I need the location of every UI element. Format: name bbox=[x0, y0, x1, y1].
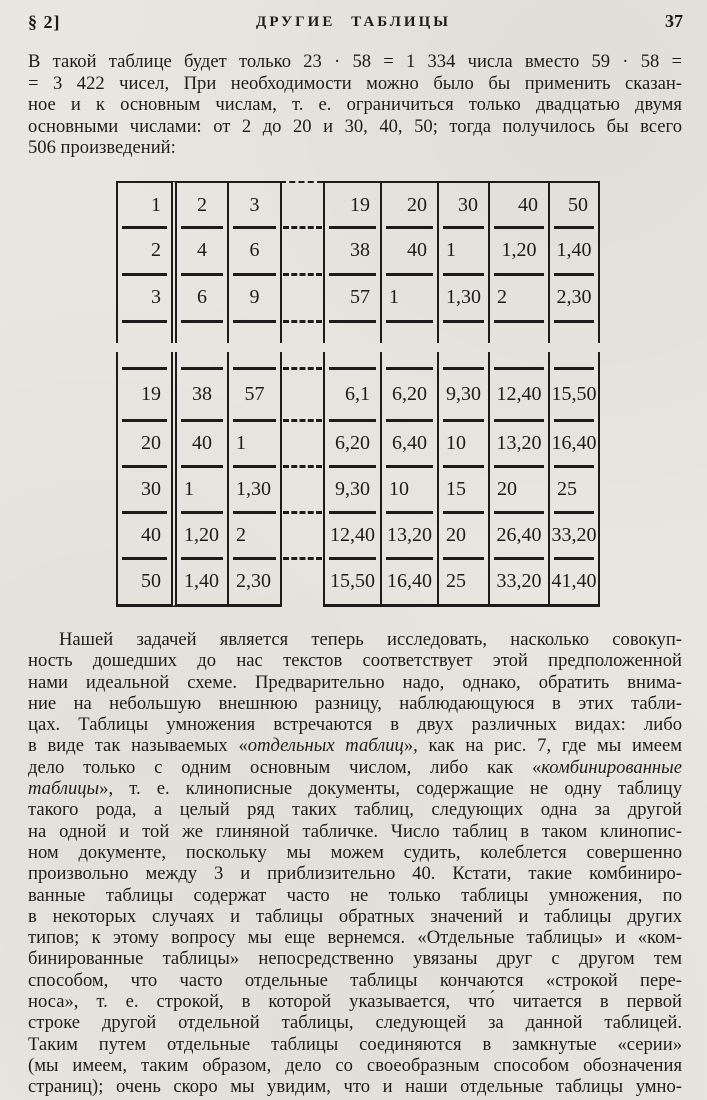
cell-value: 2,30 bbox=[556, 286, 592, 308]
cell-value: 1,30 bbox=[236, 477, 271, 500]
cell-value: 33,20 bbox=[496, 569, 542, 592]
text-segment: ванные таблицы содержат часто не только таблицы умножения, по bbox=[28, 884, 682, 906]
text-segment: ное и к основным числам, т. е. ограничиться только двадцатью двумя bbox=[28, 94, 682, 116]
text-line bbox=[28, 693, 682, 714]
cell-value: 2 bbox=[236, 523, 246, 546]
table-cell bbox=[380, 420, 437, 466]
text-line bbox=[28, 863, 682, 884]
table-cell bbox=[488, 227, 548, 274]
table-gap-cell bbox=[280, 368, 323, 420]
table-cell bbox=[488, 558, 548, 607]
table-cell bbox=[488, 274, 548, 321]
cell-value: 15 bbox=[446, 477, 466, 500]
text-line bbox=[28, 906, 682, 927]
table-cell bbox=[116, 227, 171, 274]
text-line bbox=[28, 1012, 682, 1033]
cell-value: 6,40 bbox=[392, 431, 427, 454]
multiplication-table-top bbox=[116, 181, 600, 343]
cell-value: 1 bbox=[184, 477, 194, 500]
cell-value: 9 bbox=[249, 286, 260, 308]
table-cell bbox=[171, 466, 227, 512]
cell-value: 38 bbox=[350, 239, 370, 261]
table-cell bbox=[323, 352, 380, 368]
text-line bbox=[28, 927, 682, 948]
page-number: 37 bbox=[665, 11, 683, 31]
table-cell bbox=[437, 420, 488, 466]
cell-value: 15,50 bbox=[330, 569, 375, 592]
table-cell bbox=[227, 321, 280, 343]
cell-value: 38 bbox=[192, 382, 212, 405]
section-marker: § 2] bbox=[28, 12, 61, 32]
cell-value: 40 bbox=[192, 431, 212, 454]
text-segment: нами идеальной схеме. Предварительно надо, однако, обратить внима- bbox=[28, 671, 682, 693]
cell-value: 6,20 bbox=[392, 382, 427, 405]
table-cell bbox=[116, 321, 171, 343]
cell-value: 6 bbox=[197, 286, 207, 308]
table-cell bbox=[323, 558, 380, 607]
emphasis-text: комбинированные bbox=[541, 756, 682, 778]
text-segment: дело только с одним основным числом, либо как « bbox=[28, 756, 542, 778]
table-cell bbox=[116, 274, 171, 321]
table-gap-cell bbox=[280, 227, 323, 274]
cell-value: 41,40 bbox=[551, 569, 597, 592]
text-line bbox=[28, 94, 682, 116]
cell-value: 30 bbox=[141, 477, 161, 500]
table-cell bbox=[171, 420, 227, 466]
table-gap-cell bbox=[280, 321, 323, 343]
text-line bbox=[28, 116, 682, 138]
cell-value: 12,40 bbox=[496, 382, 542, 405]
cell-value: 1,30 bbox=[446, 286, 481, 308]
text-line bbox=[28, 629, 682, 650]
table-cell bbox=[380, 466, 437, 512]
text-line bbox=[28, 799, 682, 820]
table-cell bbox=[227, 512, 280, 558]
cell-value: 12,40 bbox=[330, 523, 375, 546]
cell-value: 3 bbox=[249, 193, 260, 216]
table-cell bbox=[323, 466, 380, 512]
cell-value: 1,20 bbox=[184, 523, 219, 546]
table-cell bbox=[171, 181, 227, 227]
table-cell bbox=[548, 181, 600, 227]
cell-value: 16,40 bbox=[551, 431, 597, 454]
text-segment: ном документе, поскольку мы можем судить, колеблется совершенно bbox=[28, 841, 682, 863]
table-gap-cell bbox=[280, 420, 323, 466]
text-line bbox=[28, 778, 682, 799]
text-line bbox=[28, 991, 682, 1012]
table-cell bbox=[548, 274, 600, 321]
text-segment: страниц); очень скоро мы увидим, что и наши отдельные таблицы умно- bbox=[28, 1076, 682, 1098]
text-segment: Таким путем отдельные таблицы соединяются в замкнутые «серии» bbox=[28, 1033, 682, 1055]
text-segment: на одной и той же глиняной табличке. Число таблиц в таком клинопис- bbox=[28, 820, 682, 842]
text-line bbox=[28, 1055, 682, 1076]
table-cell bbox=[488, 352, 548, 368]
table-cell bbox=[437, 321, 488, 343]
table-cell bbox=[323, 181, 380, 227]
table-cell bbox=[488, 321, 548, 343]
cell-value: 57 bbox=[350, 286, 370, 308]
cell-value: 1,40 bbox=[556, 239, 592, 261]
cell-value: 40 bbox=[407, 239, 427, 261]
text-segment: в виде так называемых « bbox=[28, 735, 248, 757]
cell-value: 2 bbox=[497, 286, 507, 308]
cell-value: 1 bbox=[236, 431, 246, 454]
table-cell bbox=[437, 352, 488, 368]
table-cell bbox=[437, 512, 488, 558]
table-cell bbox=[548, 321, 600, 343]
text-line bbox=[28, 885, 682, 906]
cell-value: 16,40 bbox=[387, 569, 432, 592]
table-cell bbox=[227, 227, 280, 274]
table-cell bbox=[380, 558, 437, 607]
emphasis-text: таблицы bbox=[28, 778, 100, 800]
table-cell bbox=[116, 466, 171, 512]
multiplication-table-bottom bbox=[116, 352, 600, 607]
table-cell bbox=[116, 352, 171, 368]
table-cell bbox=[227, 558, 280, 607]
cell-value: 1 bbox=[389, 286, 399, 308]
text-segment: (мы имеем, таким образом, дело со своеобразным способом обозначения bbox=[28, 1054, 682, 1076]
cell-value: 40 bbox=[141, 523, 161, 546]
table-cell bbox=[548, 512, 600, 558]
table-cell bbox=[116, 181, 171, 227]
text-segment: типов; к этому вопросу мы еще вернемся. «Отдельные таблицы» и «ком- bbox=[28, 927, 682, 949]
text-segment: Нашей задачей является теперь исследовать, насколько совокуп- bbox=[59, 629, 682, 650]
cell-value: 26,40 bbox=[496, 523, 542, 546]
table-cell bbox=[380, 227, 437, 274]
table-cell bbox=[323, 227, 380, 274]
cell-value: 6,20 bbox=[335, 431, 370, 454]
cell-value: 50 bbox=[141, 569, 161, 592]
cell-value: 50 bbox=[568, 193, 588, 216]
body-paragraph bbox=[28, 629, 682, 1098]
text-segment: основными числами: от 2 до 20 и 30, 40, 50; тогда получилось бы всего bbox=[28, 115, 682, 137]
cell-value: 1,40 bbox=[184, 569, 219, 592]
table-gap-cell bbox=[280, 466, 323, 512]
cell-value: 1 bbox=[151, 193, 161, 216]
table-cell bbox=[323, 420, 380, 466]
text-segment: = 3 422 чисел, При необходимости можно было бы применить сказан- bbox=[28, 72, 682, 94]
table-cell bbox=[323, 321, 380, 343]
table-cell bbox=[323, 274, 380, 321]
text-segment: в некоторых случаях и таблицы обратных значений и таблицы других bbox=[28, 905, 682, 927]
table-gap-cell bbox=[280, 274, 323, 321]
table-cell bbox=[171, 227, 227, 274]
text-line bbox=[28, 757, 682, 778]
text-segment: строке другой отдельной таблицы, следующей за данной таблицей. bbox=[28, 1012, 682, 1034]
emphasis-text: отдельных таблиц bbox=[247, 735, 404, 757]
cell-value: 1,20 bbox=[501, 239, 537, 261]
table-gap-cell bbox=[280, 181, 323, 227]
intro-paragraph bbox=[28, 51, 682, 159]
cell-value: 10 bbox=[446, 431, 466, 454]
cell-value: 1 bbox=[446, 239, 456, 261]
table-cell bbox=[323, 512, 380, 558]
text-segment: такого рода, а целый ряд таких таблиц, следующих одна за другой bbox=[28, 799, 682, 821]
table-gap-cell bbox=[280, 512, 323, 558]
table-cell bbox=[380, 352, 437, 368]
table-cell bbox=[548, 558, 600, 607]
table-cell bbox=[171, 512, 227, 558]
table-cell bbox=[116, 512, 171, 558]
table-cell bbox=[437, 558, 488, 607]
table-cell bbox=[227, 420, 280, 466]
cell-value: 2,30 bbox=[236, 569, 271, 592]
cell-value: 20 bbox=[497, 477, 517, 500]
cell-value: 3 bbox=[151, 286, 161, 308]
text-segment: », как на рис. 7, где мы имеем bbox=[403, 735, 683, 757]
table-cell bbox=[488, 181, 548, 227]
cell-value: 40 bbox=[518, 193, 538, 216]
table-cell bbox=[548, 368, 600, 420]
text-line bbox=[28, 137, 682, 159]
cell-value: 9,30 bbox=[335, 477, 370, 500]
text-line bbox=[28, 714, 682, 735]
page-title: ДРУГИЕ ТАБЛИЦЫ bbox=[256, 14, 451, 30]
cell-value: 57 bbox=[244, 382, 265, 405]
cell-value: 25 bbox=[557, 477, 577, 500]
table-cell bbox=[227, 352, 280, 368]
text-segment: произвольно между 3 и приблизительно 40. Кстати, такие комбиниро- bbox=[28, 863, 682, 885]
text-line bbox=[28, 970, 682, 991]
table-cell bbox=[323, 368, 380, 420]
table-cell bbox=[171, 368, 227, 420]
cell-value: 9,30 bbox=[446, 382, 481, 405]
table-cell bbox=[488, 512, 548, 558]
table-cell bbox=[380, 274, 437, 321]
cell-value: 33,20 bbox=[551, 523, 597, 546]
table-cell bbox=[171, 321, 227, 343]
table-cell bbox=[437, 368, 488, 420]
table-cell bbox=[548, 466, 600, 512]
table-cell bbox=[548, 420, 600, 466]
text-segment: бинированные таблицы» непосредственно увязаны друг с другом тем bbox=[28, 948, 682, 970]
table-cell bbox=[548, 227, 600, 274]
text-line bbox=[28, 735, 682, 756]
cell-value: 15,50 bbox=[551, 382, 597, 405]
cell-value: 20 bbox=[446, 523, 466, 546]
table-cell bbox=[116, 420, 171, 466]
cell-value: 2 bbox=[151, 239, 161, 261]
table-cell bbox=[488, 368, 548, 420]
table-cell bbox=[227, 181, 280, 227]
table-cell bbox=[380, 512, 437, 558]
cell-value: 6 bbox=[249, 239, 260, 261]
table-cell bbox=[437, 274, 488, 321]
cell-value: 19 bbox=[141, 382, 161, 405]
text-segment: способом, что часто отдельные таблицы кончаются «строкой пере- bbox=[28, 969, 682, 991]
table-cell bbox=[380, 181, 437, 227]
table-cell bbox=[227, 368, 280, 420]
table-cell bbox=[437, 227, 488, 274]
cell-value: 2 bbox=[197, 193, 207, 216]
text-segment: носа», т. е. строкой, в которой указывается, что́ читается в первой bbox=[28, 991, 682, 1013]
page-header bbox=[0, 10, 707, 36]
table-cell bbox=[116, 558, 171, 607]
cell-value: 25 bbox=[446, 569, 466, 592]
table-cell bbox=[380, 321, 437, 343]
text-segment: В такой таблице будет только 23 · 58 = 1 334 числа вместо 59 · 58 = bbox=[28, 51, 682, 72]
table-cell bbox=[171, 352, 227, 368]
text-line bbox=[28, 1034, 682, 1055]
cell-value: 20 bbox=[141, 431, 161, 454]
text-line bbox=[28, 51, 682, 73]
cell-value: 19 bbox=[350, 193, 370, 216]
table-cell bbox=[437, 466, 488, 512]
text-line bbox=[28, 672, 682, 693]
text-line bbox=[28, 73, 682, 95]
text-line bbox=[28, 948, 682, 969]
text-segment: », т. е. клинописные документы, содержащие не одну таблицу bbox=[99, 778, 682, 800]
table-cell bbox=[171, 558, 227, 607]
text-segment: цах. Таблицы умножения встречаются в двух различных видах: либо bbox=[28, 714, 682, 736]
cell-value: 6,1 bbox=[345, 382, 370, 405]
text-segment: 506 произведений: bbox=[28, 137, 176, 159]
text-line bbox=[28, 821, 682, 842]
cell-value: 10 bbox=[389, 477, 409, 500]
cell-value: 4 bbox=[197, 239, 207, 261]
table-cell bbox=[227, 466, 280, 512]
text-segment: ние на небольшую внешнюю разницу, наблюдающуюся в этих табли- bbox=[28, 692, 682, 714]
table-gap-cell bbox=[280, 352, 323, 368]
table-gap-cell bbox=[280, 558, 323, 607]
text-segment: ность дошедших до нас текстов соответствует этой предположенной bbox=[28, 650, 682, 672]
table-cell bbox=[227, 274, 280, 321]
cell-value: 20 bbox=[407, 193, 427, 216]
cell-value: 13,20 bbox=[387, 523, 432, 546]
text-line bbox=[28, 1076, 682, 1097]
table-cell bbox=[171, 274, 227, 321]
table-cell bbox=[380, 368, 437, 420]
table-cell bbox=[437, 181, 488, 227]
table-cell bbox=[488, 466, 548, 512]
cell-value: 13,20 bbox=[496, 431, 542, 454]
cell-value: 30 bbox=[458, 193, 478, 216]
table-cell bbox=[548, 352, 600, 368]
table-cell bbox=[488, 420, 548, 466]
text-line bbox=[28, 842, 682, 863]
text-line bbox=[28, 650, 682, 671]
table-cell bbox=[116, 368, 171, 420]
